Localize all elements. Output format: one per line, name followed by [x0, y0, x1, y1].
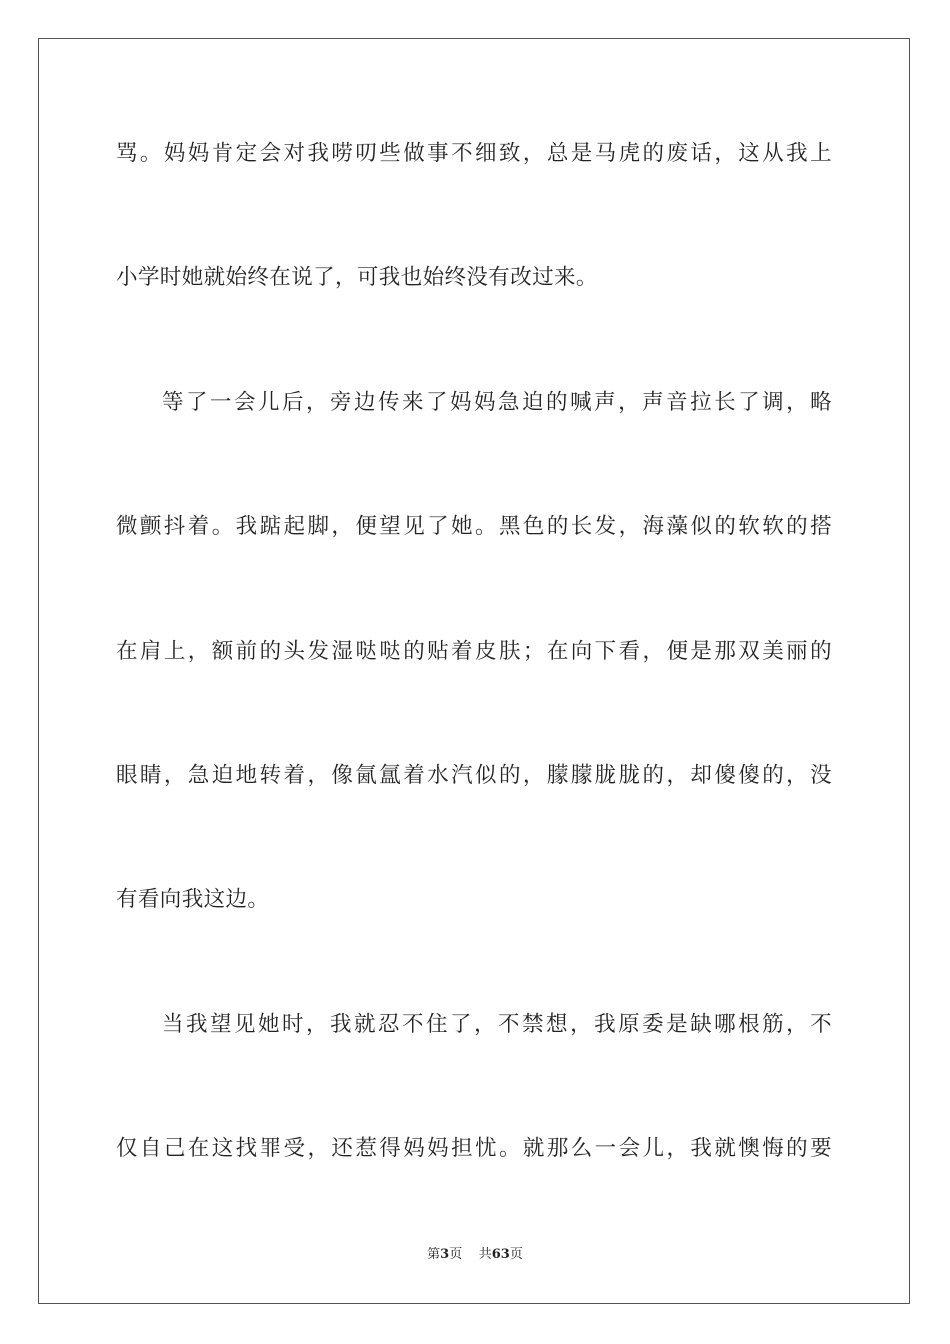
paragraph-line: 小学时她就始终在说了，可我也始终没有改过来。: [116, 265, 598, 290]
total-pages: 63: [491, 1247, 510, 1262]
paragraph-line: 在肩上，额前的头发湿哒哒的贴着皮肤；在向下看，便是那双美丽的: [116, 639, 832, 664]
page-frame: [38, 38, 910, 1304]
paragraph-line: 骂。妈妈肯定会对我唠叨些做事不细致，总是马虎的废话，这从我上: [116, 141, 832, 166]
paragraph-line: 微颤抖着。我踮起脚，便望见了她。黑色的长发，海藻似的软软的搭: [116, 514, 832, 539]
page-suffix: 页: [449, 1247, 463, 1262]
paragraph-line: 当我望见她时，我就忍不住了，不禁想，我原委是缺哪根筋，不: [162, 1012, 832, 1037]
paragraph-line: 有看向我这边。: [116, 887, 270, 912]
paragraph-line: 等了一会儿后，旁边传来了妈妈急迫的喊声，声音拉长了调，略: [162, 390, 832, 415]
paragraph-line: 眼睛，急迫地转着，像氤氲着水汽似的，朦朦胧胧的，却傻傻的，没: [116, 763, 832, 788]
total-suffix: 页: [509, 1247, 523, 1262]
page-prefix: 第: [427, 1247, 441, 1262]
paragraph-line: 仅自己在这找罪受，还惹得妈妈担忧。就那么一会儿，我就懊悔的要: [116, 1136, 832, 1161]
total-prefix: 共: [478, 1247, 492, 1262]
page-number: 3: [440, 1247, 450, 1262]
page-footer: [0, 1246, 950, 1264]
